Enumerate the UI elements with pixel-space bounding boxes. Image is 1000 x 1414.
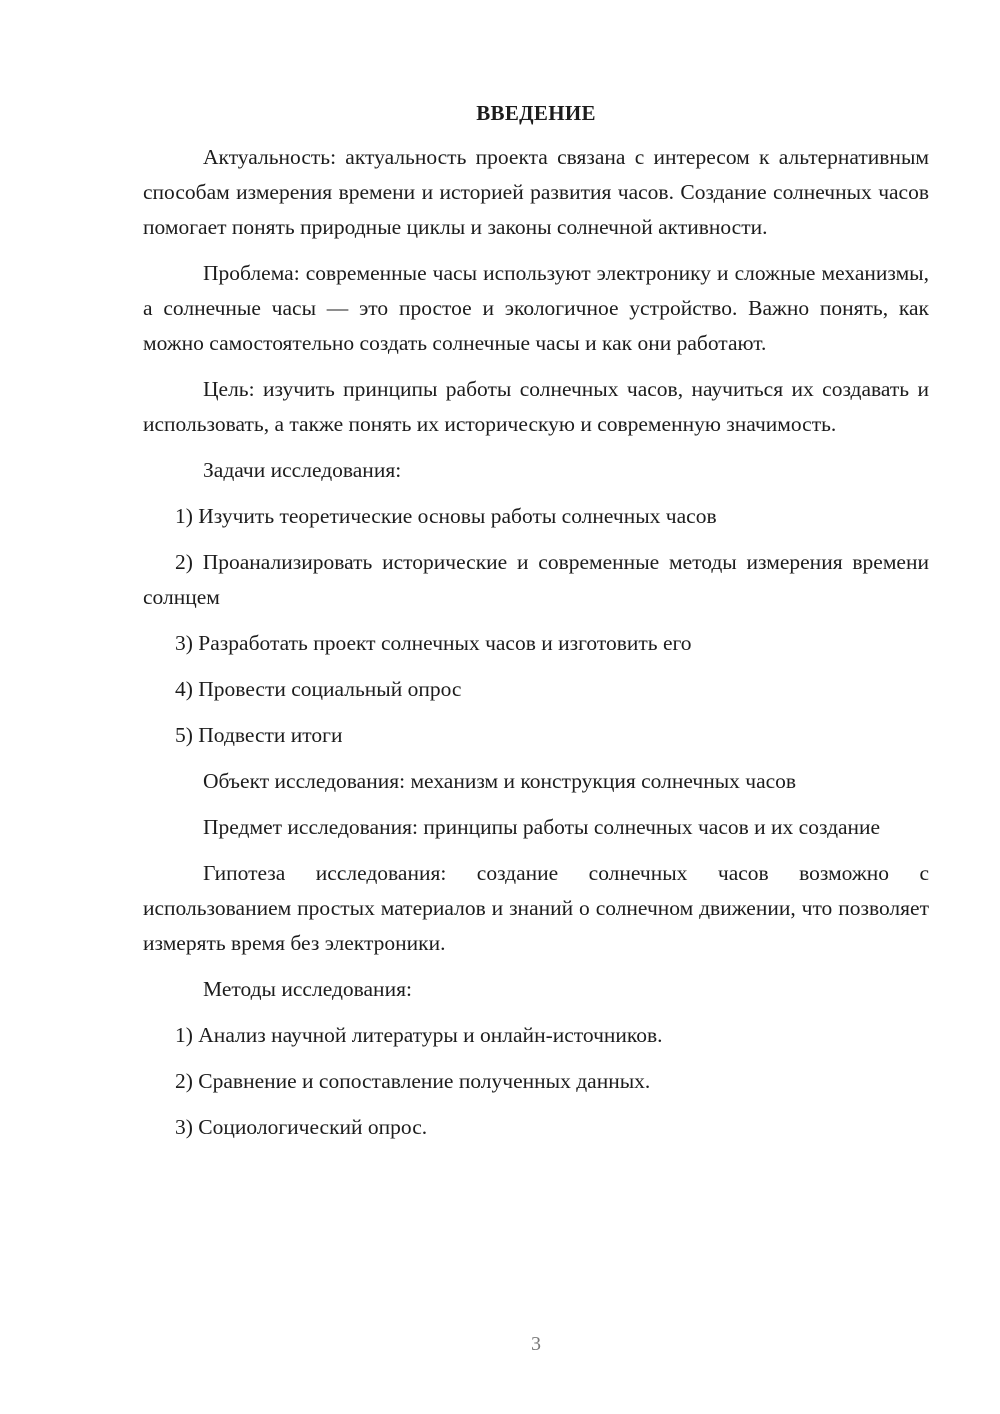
relevance-paragraph: Актуальность: актуальность проекта связана с интересом к альтернативным способам измерения времени и историей развития часов. Создание солнечных часов помогает понять природные циклы и законы солнечной активности. [143,145,929,239]
methods-heading: Методы исследования: [203,977,412,1001]
hypothesis-paragraph: Гипотеза исследования: создание солнечных часов возможно с использованием простых материалов и знаний о солнечном движении, что позволяет измерять время без электроники. [143,861,929,955]
problem-paragraph: Проблема: современные часы используют электронику и сложные механизмы, а солнечные часы — это простое и экологичное устройство. Важно понять, как можно самостоятельно создать солнечные часы и как они работают. [143,261,929,355]
object-paragraph: Объект исследования: механизм и конструкция солнечных часов [203,769,797,793]
document-page [143,96,929,1156]
goal-paragraph: Цель: изучить принципы работы солнечных часов, научиться их создавать и использовать, а также понять их историческую и современную значимость. [143,377,929,436]
method-item: 1) Анализ научной литературы и онлайн-источников. [175,1023,663,1047]
section-title: ВВЕДЕНИЕ [476,101,596,125]
task-item: 4) Провести социальный опрос [175,677,462,701]
task-item: 3) Разработать проект солнечных часов и изготовить его [175,631,692,655]
page-number: 3 [531,1333,541,1355]
subject-paragraph: Предмет исследования: принципы работы солнечных часов и их создание [203,815,881,839]
method-item: 2) Сравнение и сопоставление полученных данных. [175,1069,651,1093]
task-item: 5) Подвести итоги [175,723,343,747]
tasks-heading: Задачи исследования: [203,458,402,482]
task-item: 1) Изучить теоретические основы работы солнечных часов [175,504,717,528]
method-item: 3) Социологический опрос. [175,1115,428,1139]
task-item: 2) Проанализировать исторические и современные методы измерения времени солнцем [143,550,929,609]
